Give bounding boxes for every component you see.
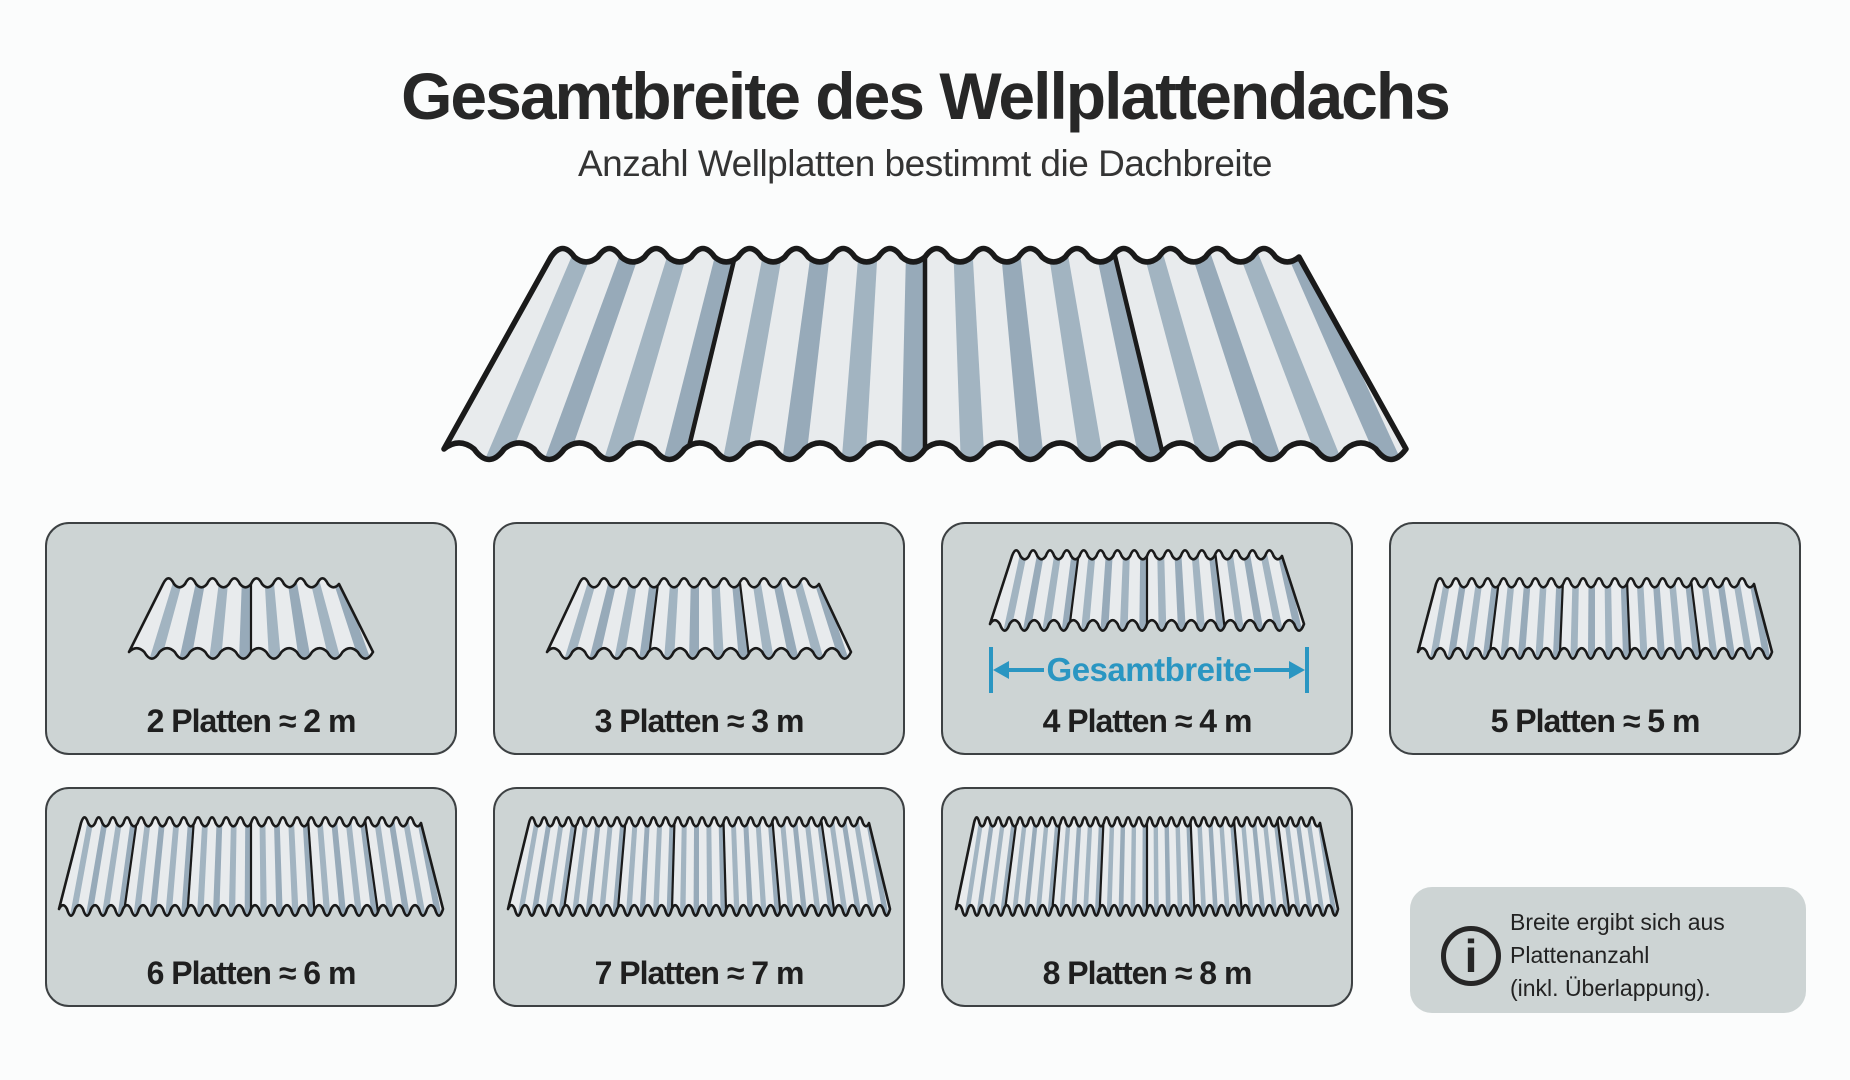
card-label: 6 Platten ≈ 6 m — [146, 955, 356, 991]
card-label: 2 Platten ≈ 2 m — [146, 703, 356, 739]
card-label: 4 Platten ≈ 4 m — [1042, 703, 1252, 739]
card-label: 8 Platten ≈ 8 m — [1042, 955, 1252, 991]
card-label: 5 Platten ≈ 5 m — [1490, 703, 1700, 739]
page-title: Gesamtbreite des Wellplattendachs — [401, 59, 1449, 133]
card-6-platten — [45, 787, 457, 1007]
page-subtitle: Anzahl Wellplatten bestimmt die Dachbreite — [578, 143, 1272, 185]
info-text — [1510, 906, 1725, 1005]
info-icon — [1438, 923, 1504, 989]
width-arrow-left-icon — [993, 661, 1009, 679]
svg-text:i: i — [1464, 930, 1478, 982]
card-label: 3 Platten ≈ 3 m — [594, 703, 804, 739]
corrugated-sheet-illustration — [941, 799, 1353, 939]
card-label: 7 Platten ≈ 7 m — [594, 955, 804, 991]
corrugated-sheet-illustration — [45, 799, 457, 939]
info-line: Breite ergibt sich aus — [1510, 909, 1725, 935]
info-box — [1410, 887, 1806, 1013]
card-3-platten — [493, 522, 905, 755]
corrugated-sheet-illustration — [941, 532, 1353, 657]
card-5-platten — [1389, 522, 1801, 755]
gesamtbreite-annotation — [984, 644, 1314, 696]
card-4-platten — [941, 522, 1353, 755]
corrugated-sheet-illustration — [45, 560, 457, 685]
width-arrow-right-icon — [1289, 661, 1305, 679]
card-8-platten — [941, 787, 1353, 1007]
info-line: (inkl. Überlappung). — [1510, 975, 1711, 1001]
corrugated-sheet-illustration — [493, 799, 905, 939]
header — [0, 59, 1850, 185]
card-2-platten — [45, 522, 457, 755]
card-7-platten — [493, 787, 905, 1007]
corrugated-sheet-illustration — [1389, 560, 1801, 685]
corrugated-sheet-illustration — [493, 560, 905, 685]
roof-illustration — [420, 225, 1430, 475]
annotation-label: Gesamtbreite — [1046, 651, 1252, 688]
info-line: Plattenanzahl — [1510, 942, 1650, 968]
